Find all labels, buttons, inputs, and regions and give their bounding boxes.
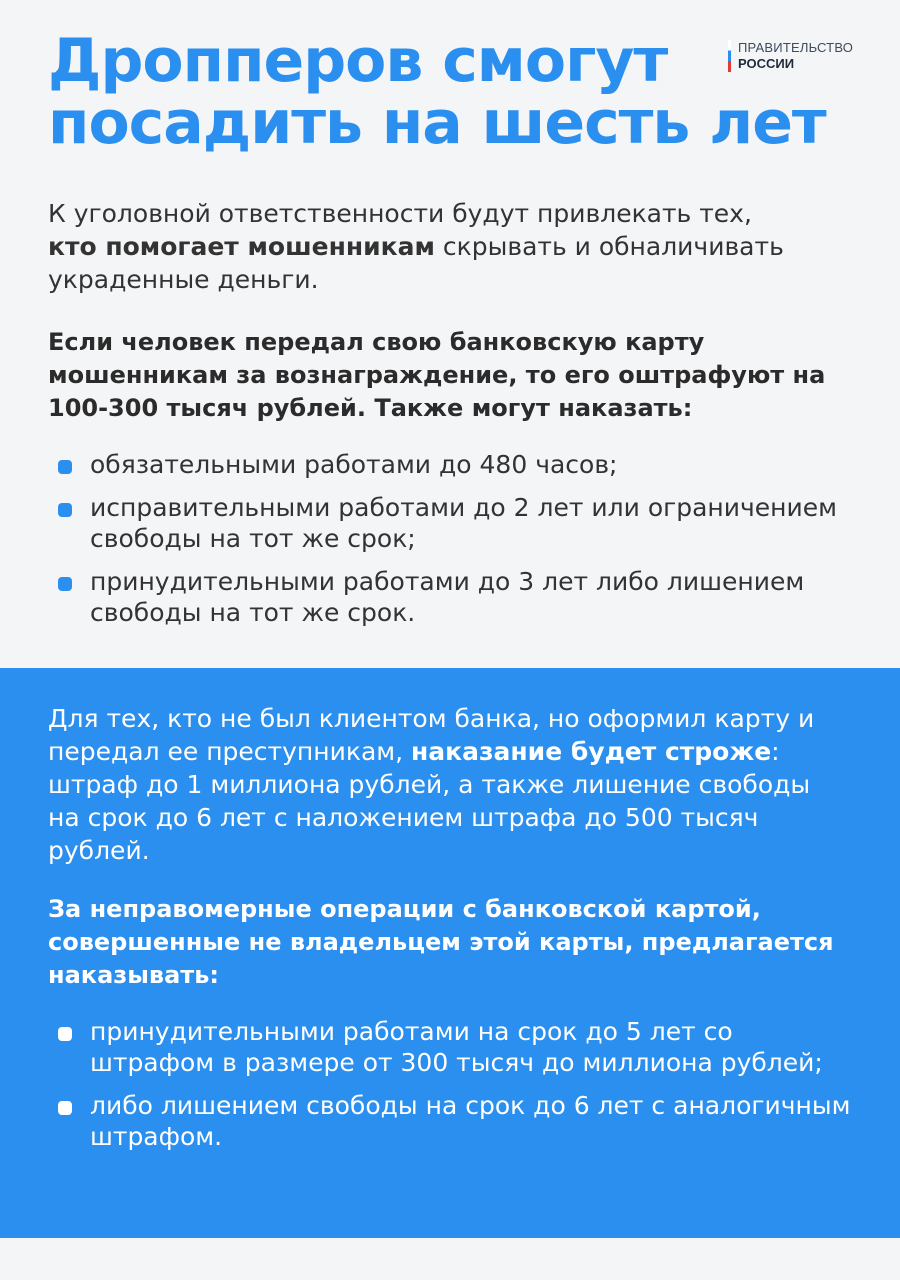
logo-line-1: ПРАВИТЕЛЬСТВО	[738, 40, 854, 55]
list-item	[58, 566, 858, 628]
blue-penalty-list	[58, 1016, 858, 1164]
government-logo	[728, 40, 853, 72]
list-item-text: обязательными работами до 480 часов;	[90, 450, 618, 479]
bullet-icon	[58, 503, 72, 517]
intro-paragraph	[48, 197, 848, 296]
blue-section-paragraph	[48, 702, 848, 867]
intro-bold: кто помогает мошенникам	[48, 232, 435, 261]
list-item	[58, 449, 858, 480]
blue-section-lead: За неправомерные операции с банковской картой, совершенные не владельцем этой карты, предлагается наказывать:	[48, 895, 834, 989]
list-item-text: принудительными работами до 3 лет либо лишением свободы на тот же срок.	[90, 567, 805, 627]
bullet-icon	[58, 1027, 72, 1041]
bullet-icon	[58, 460, 72, 474]
list-item-text: принудительными работами на срок до 5 лет со штрафом в размере от 300 тысяч до миллиона рублей;	[90, 1017, 823, 1077]
list-item-text: либо лишением свободы на срок до 6 лет с аналогичным штрафом.	[90, 1091, 851, 1151]
title-line-1: Дропперов смогут	[48, 26, 668, 96]
title-line-2: посадить на шесть лет	[48, 88, 826, 158]
blue-bold: наказание будет строже	[411, 737, 772, 766]
list-item-text: исправительными работами до 2 лет или ограничением свободы на тот же срок;	[90, 493, 838, 553]
penalty-list	[58, 449, 858, 640]
logo-line-2: РОССИИ	[738, 56, 795, 71]
intro-text-1: К уголовной ответственности будут привлекать тех,	[48, 199, 752, 228]
list-item	[58, 492, 858, 554]
blue-text-2: : штраф до 1 миллиона рублей, а также лишение свободы на срок до 6 лет с наложением штрафа до 500 тысяч рублей.	[48, 737, 811, 865]
intro-text-2: скрывать и обналичивать украденные деньги.	[48, 232, 784, 294]
bullet-icon	[58, 1101, 72, 1115]
list-item	[58, 1090, 858, 1152]
bullet-icon	[58, 577, 72, 591]
penalty-lead: Если человек передал свою банковскую карту мошенникам за вознаграждение, то его оштрафуют на 100-300 тысяч рублей. Также могут наказать:	[48, 328, 826, 422]
blue-text-1: Для тех, кто не был клиентом банка, но оформил карту и передал ее преступникам,	[48, 704, 815, 766]
flag-bar-icon	[728, 40, 731, 72]
list-item	[58, 1016, 858, 1078]
